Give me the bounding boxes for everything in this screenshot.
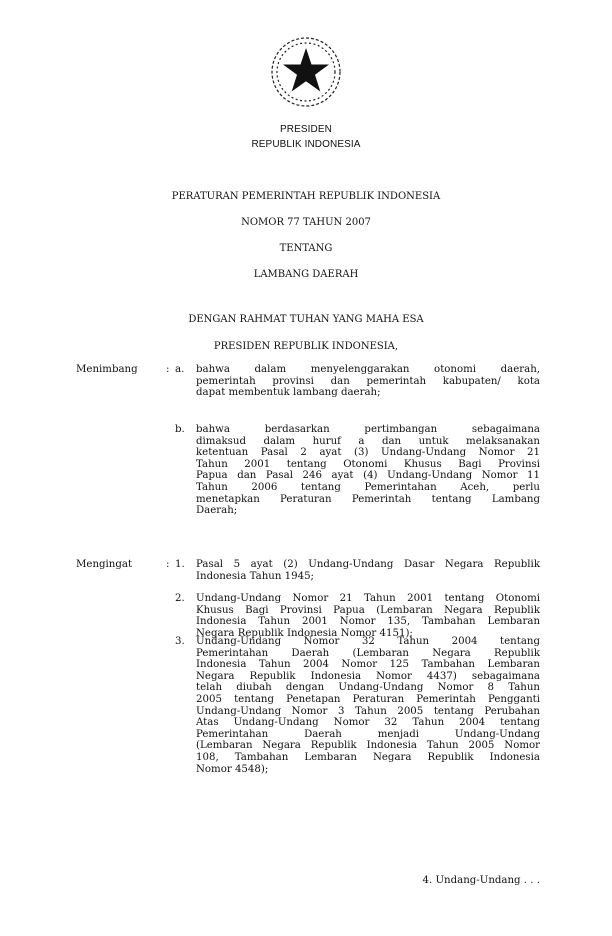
menimbang-item-marker: b.: [175, 424, 185, 435]
text-line: (Lembaran Negara Republik Indonesia Tahun 2005 Nomor: [196, 740, 540, 752]
regulation-title: PERATURAN PEMERINTAH REPUBLIK INDONESIA: [171, 191, 441, 202]
preamble-invocation: DENGAN RAHMAT TUHAN YANG MAHA ESA: [188, 314, 424, 325]
presidential-emblem-icon: [268, 34, 344, 110]
text-line: Pasal 5 ayat (2) Undang-Undang Dasar Negara Republik: [196, 559, 540, 570]
text-line: telah diubah dengan Undang-Undang Nomor 8 Tahun: [196, 682, 540, 694]
header-republic: REPUBLIK INDONESIA: [251, 139, 361, 150]
mengingat-item-marker: 3.: [175, 636, 185, 647]
text-line: Tahun 2006 tentang Pemerintahan Aceh, perlu: [196, 481, 540, 493]
text-line: Indonesia Tahun 2004 Nomor 125 Tambahan Lembaran: [196, 659, 540, 671]
mengingat-colon: :: [166, 559, 170, 570]
text-line: bahwa berdasarkan pertimbangan sebagaimana: [196, 424, 540, 435]
header-president: PRESIDEN: [280, 124, 332, 135]
text-line: Negara Republik Indonesia Nomor 4151);: [196, 627, 413, 639]
text-line: Khusus Bagi Provinsi Papua (Lembaran Negara Republik: [196, 604, 540, 616]
menimbang-item: [196, 364, 540, 399]
text-line: bahwa dalam menyelenggarakan otonomi daerah,: [196, 364, 540, 375]
regulation-about: TENTANG: [279, 243, 333, 254]
text-line: Undang-Undang Nomor 3 Tahun 2005 tentang Perubahan: [196, 705, 540, 717]
text-line: Negara Republik Indonesia Nomor 4437) sebagaimana: [196, 670, 540, 682]
text-line: Atas Undang-Undang Nomor 32 Tahun 2004 tentang: [196, 717, 540, 729]
menimbang-item-marker: a.: [175, 364, 185, 375]
text-line: Pemerintahan Daerah menjadi Undang-Undang: [196, 728, 540, 740]
menimbang-label: Menimbang: [76, 364, 138, 375]
text-line: 108, Tambahan Lembaran Negara Republik Indonesia: [196, 751, 540, 763]
mengingat-label: Mengingat: [76, 559, 133, 570]
text-line: 2005 tentang Penetapan Peraturan Pemerintah Pengganti: [196, 693, 540, 705]
text-line: Pemerintahan Daerah (Lembaran Negara Republik: [196, 647, 540, 659]
text-line: Nomor 4548);: [196, 763, 269, 775]
text-line: Daerah;: [196, 505, 238, 517]
text-line: pemerintah provinsi dan pemerintah kabupaten/ kota: [196, 375, 540, 387]
regulation-subject: LAMBANG DAERAH: [253, 269, 359, 280]
continuation-note: 4. Undang-Undang . . .: [422, 875, 540, 886]
regulation-number: NOMOR 77 TAHUN 2007: [241, 217, 371, 228]
text-line: ketentuan Pasal 2 ayat (3) Undang-Undang Nomor 21: [196, 447, 540, 459]
mengingat-item: [196, 559, 540, 582]
text-line: Tahun 2001 tentang Otonomi Khusus Bagi Provinsi: [196, 458, 540, 470]
menimbang-item: [196, 424, 540, 517]
mengingat-item: [196, 593, 540, 639]
text-line: Undang-Undang Nomor 21 Tahun 2001 tentang Otonomi: [196, 593, 540, 604]
mengingat-item-marker: 2.: [175, 593, 185, 604]
text-line: Papua dan Pasal 246 ayat (4) Undang-Undang Nomor 11: [196, 470, 540, 482]
text-line: menetapkan Peraturan Pemerintah tentang Lambang: [196, 493, 540, 505]
mengingat-item: [196, 636, 540, 775]
text-line: dimaksud dalam huruf a dan untuk melaksanakan: [196, 435, 540, 447]
text-line: Indonesia Tahun 2001 Nomor 135, Tambahan Lembaran: [196, 616, 540, 628]
preamble-president: PRESIDEN REPUBLIK INDONESIA,: [213, 341, 399, 352]
mengingat-item-marker: 1.: [175, 559, 185, 570]
text-line: dapat membentuk lambang daerah;: [196, 387, 381, 399]
text-line: Indonesia Tahun 1945;: [196, 570, 314, 582]
text-line: Undang-Undang Nomor 32 Tahun 2004 tentang: [196, 636, 540, 647]
menimbang-colon: :: [166, 364, 170, 375]
